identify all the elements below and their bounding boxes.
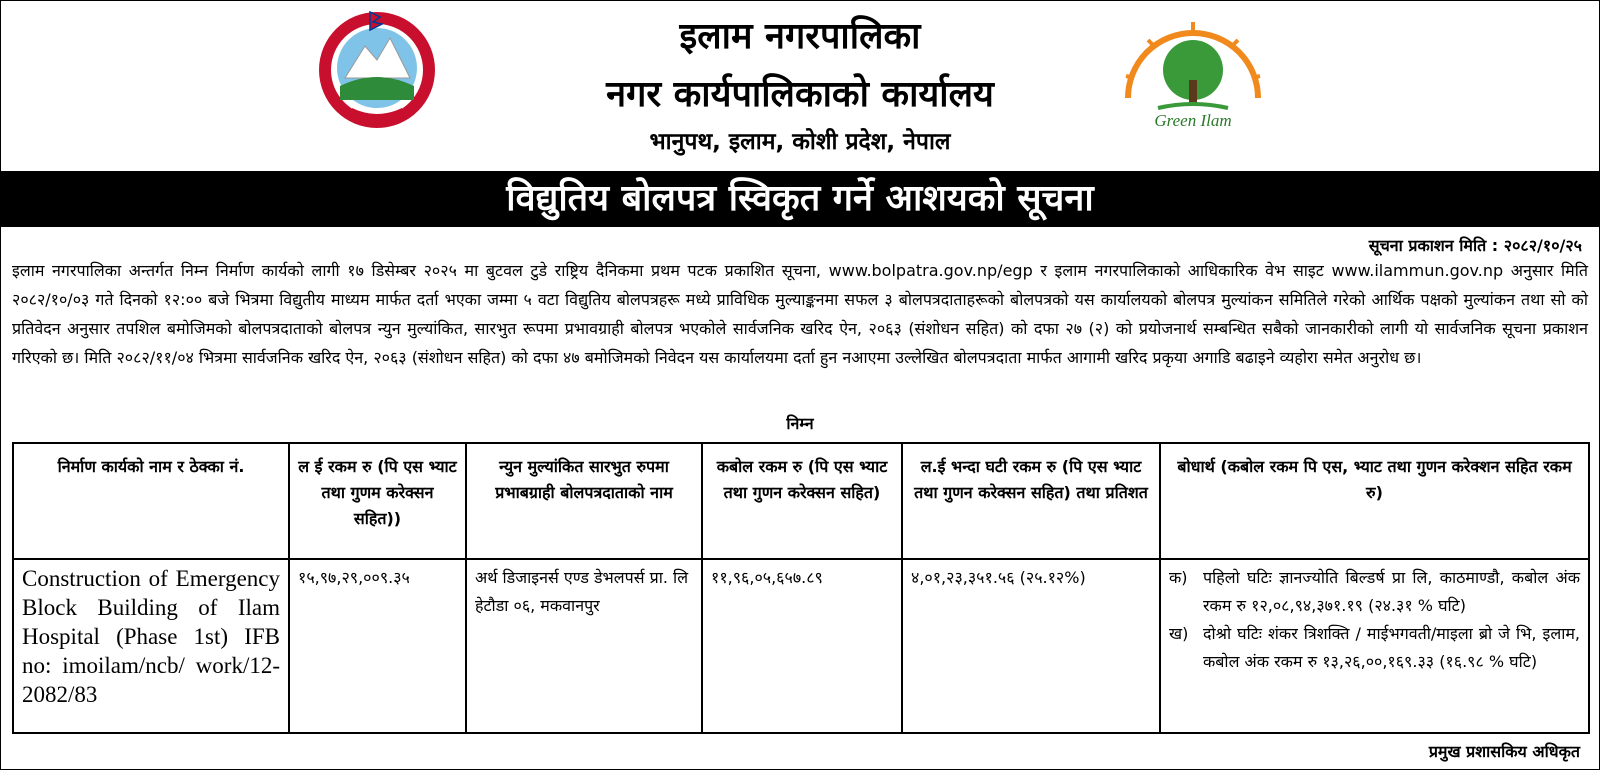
header-bidder: न्युन मुल्यांकित सारभुत रुपमा प्रभाबग्राही बोलपत्रदाताको नाम (466, 443, 702, 559)
signatory: प्रमुख प्रशासकिय अधिकृत (1428, 742, 1580, 761)
bodharth-label: ख) (1169, 624, 1189, 643)
bodharth-label: क) (1169, 568, 1188, 587)
cell-bid-amount: ११,९६,०५,६५७.८९ (702, 559, 902, 733)
bodharth-item (1169, 620, 1580, 676)
header-bodharth: बोधार्थ (कबोल रकम पि एस, भ्याट तथा गुणन करेक्शन सहित रकम रु) (1160, 443, 1589, 559)
notice-title-banner: विद्युतिय बोलपत्र स्विकृत गर्ने आशयको सूचना (0, 171, 1600, 227)
municipality-name: इलाम नगरपालिका (679, 16, 921, 57)
table-row (13, 559, 1589, 733)
cell-work-name: Construction of Emergency Block Building of Ilam Hospital (Phase 1st) IFB no: imoilam/ncb/ work/12-2082/83 (13, 559, 289, 733)
green-ilam-logo-text: Green Ilam (1154, 111, 1232, 130)
header-bid-amount: कबोल रकम रु (पि एस भ्याट तथा गुणन करेक्सन सहित) (702, 443, 902, 559)
header-estimate: ल ई रकम रु (पि एस भ्याट तथा गुणम करेक्सन सहित)) (289, 443, 466, 559)
cell-bodharth (1160, 559, 1589, 733)
publish-date: सूचना प्रकाशन मिति : २०८२/१०/२५ (1368, 236, 1582, 255)
cell-bidder: अर्थ डिजाइनर्स एण्ड डेभलपर्स प्रा. लि हेटौडा ०६, मकवानपुर (466, 559, 702, 733)
letterhead (0, 0, 1600, 168)
cell-estimate: १५,९७,२९,००९.३५ (289, 559, 466, 733)
cell-less-amount: ४,०१,२३,३५१.५६ (२५.१२%) (902, 559, 1160, 733)
office-name: नगर कार्यपालिकाको कार्यालय (606, 74, 994, 115)
table-header-row (13, 443, 1589, 559)
bodharth-text: पहिलो घटिः ज्ञानज्योति बिल्डर्ष प्रा लि, काठमाण्डौ, कबोल अंक रकम रु १२,०८,९४,३७१.१९ (२४.३१ % घटि) (1203, 568, 1580, 615)
bodharth-item (1169, 564, 1580, 620)
header-less-amount: ल.ई भन्दा घटी रकम रु (पि एस भ्याट तथा गुणन करेक्सन सहित) तथा प्रतिशत (902, 443, 1160, 559)
green-ilam-logo (1108, 20, 1278, 132)
office-address: भानुपथ, इलाम, कोशी प्रदेश, नेपाल (649, 129, 951, 155)
bid-table (12, 442, 1590, 734)
header-work-name: निर्माण कार्यको नाम र ठेक्का नं. (13, 443, 289, 559)
bodharth-text: दोश्रो घटिः शंकर त्रिशक्ति / माईभगवती/माइला ब्रो जे भि, इलाम, कबोल अंक रकम रु १३,२६,००,१६९.३३ (१६.९८ % घटि) (1203, 624, 1580, 671)
table-caption: निम्न (786, 414, 814, 433)
notice-body: इलाम नगरपालिका अन्तर्गत निम्न निर्माण कार्यको लागी १७ डिसेम्बर २०२५ मा बुटवल टुडे राष्ट्रिय दैनिकमा प्रथम पटक प्रकाशित सूचना, www.bolpatra.gov.np/egp र इलाम नगरपालिकाको आधिकारिक वेभ साइट www.ilammun.gov.np अनुसार मिति २०८२/१०/०३ गते दिनको १२:०० बजे भित्रमा विद्युतीय माध्यम मार्फत दर्ता भएका जम्मा ५ वटा विद्युतिय बोलपत्रहरू मध्ये प्राविधिक मुल्याङ्कनमा सफल ३ बोलपत्रदाताहरूको बोलपत्रको यस कार्यालयको बोलपत्र मुल्यांकन समितिले गरेको आर्थिक पक्षको मुल्यांकन तथा सो को प्रतिवेदन अनुसार तपशिल बमोजिमको बोलपत्रदाताको बोलपत्र न्युन मुल्यांकित, सारभुत रूपमा प्रभावग्राही बोलपत्र भएकोले सार्वजनिक खरिद ऐन, २०६३ (संशोधन सहित) को दफा २७ (२) को प्रयोजनार्थ सम्बन्धित सबैको जानकारीको लागी यो सार्वजनिक सूचना प्रकाशन गरिएको छ। मिति २०८२/११/०४ भित्रमा सार्वजनिक खरिद ऐन, २०६३ (संशोधन सहित) को दफा ४७ बमोजिमको निवेदन यस कार्यालयमा दर्ता हुन नआएमा उल्लेखित बोलपत्रदाता मार्फत आगामी खरिद प्रकृया अगाडि बढाइने व्यहोरा समेत अनुरोध छ। (12, 261, 1588, 367)
